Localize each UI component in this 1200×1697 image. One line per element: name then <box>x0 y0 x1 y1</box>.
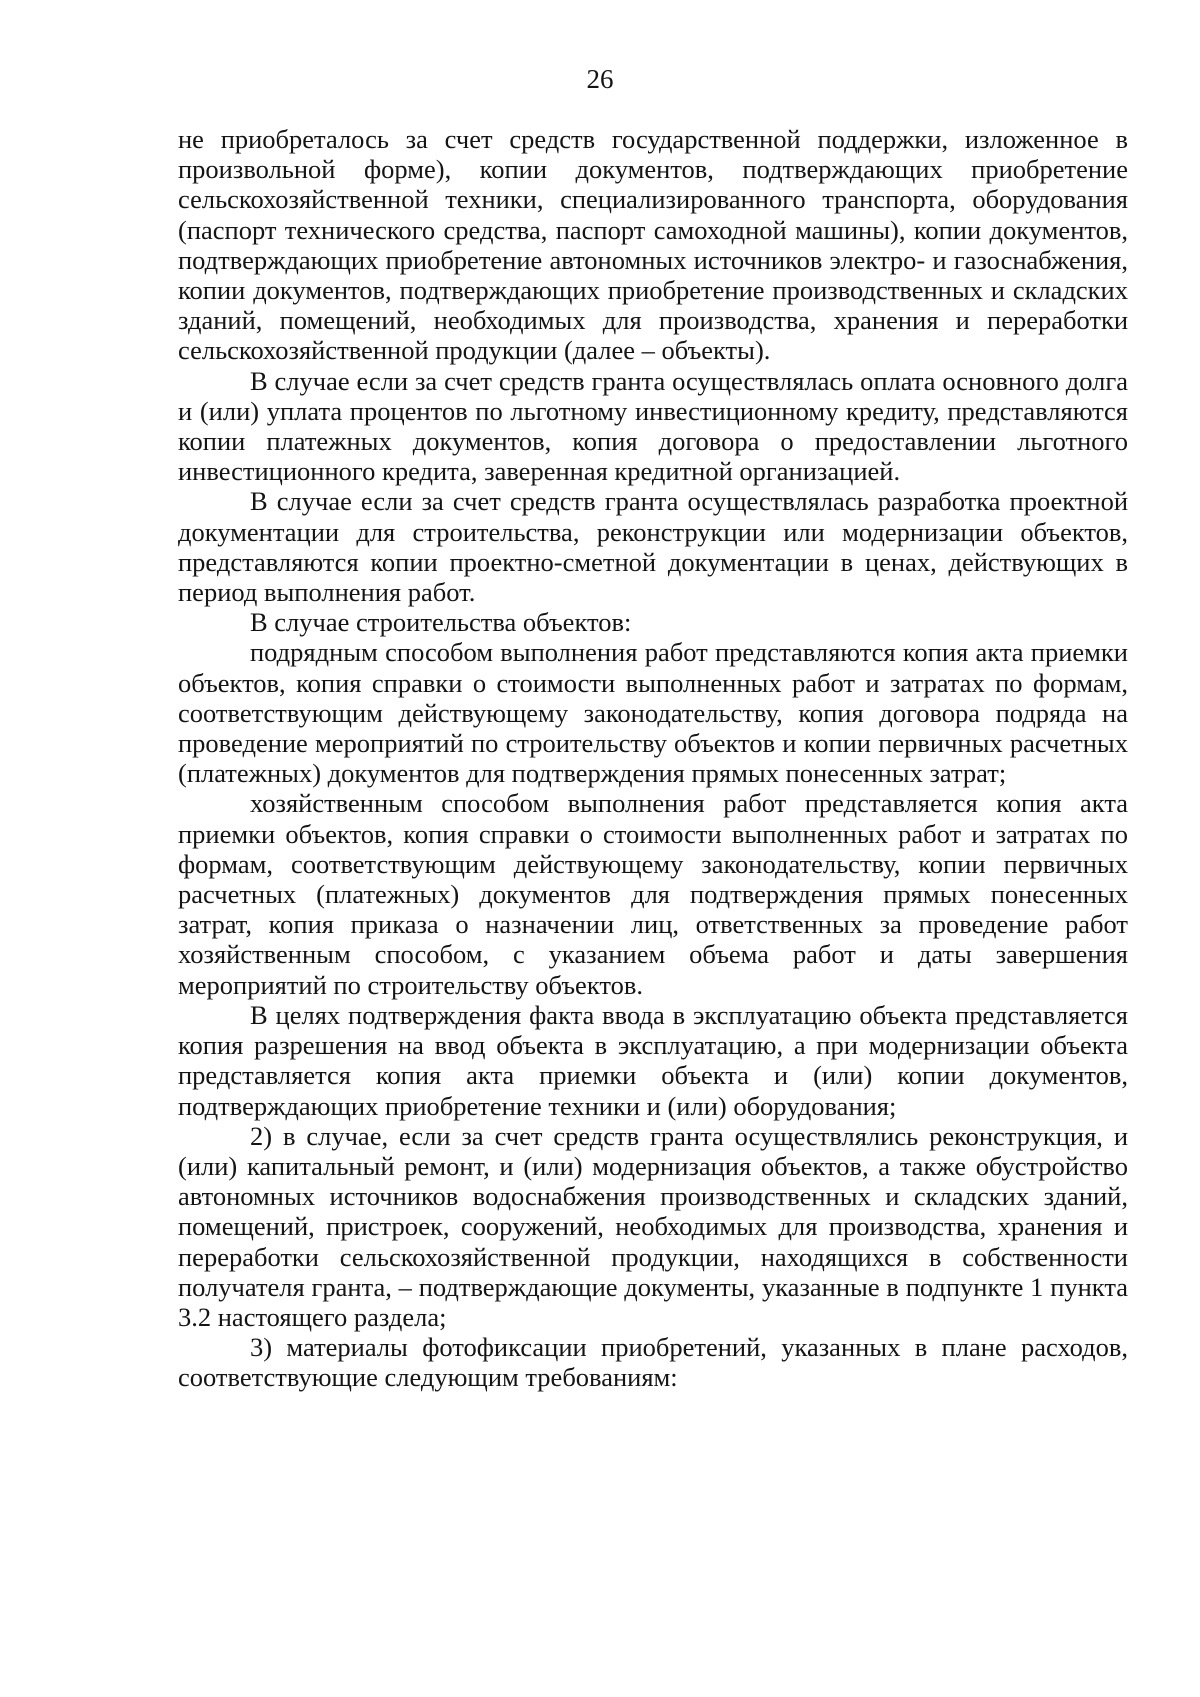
paragraph-8: 2) в случае, если за счет средств гранта осуществлялись реконструкция, и (или) капитальный ремонт, и (или) модернизация объектов, а также обустройство автономных источников водоснабжения производственных и складских зданий, помещений, пристроек, сооружений, необходимых для производства, хранения и переработки сельскохозяйственной продукции, находящихся в собственности получателя гранта, – подтверждающие документы, указанные в подпункте 1 пункта 3.2 настоящего раздела; <box>178 1120 1128 1332</box>
page-number: 26 <box>586 64 614 94</box>
document-body <box>178 124 1128 1393</box>
paragraph-1: не приобреталось за счет средств государственной поддержки, изложенное в произвольной форме), копии документов, подтверждающих приобретение сельскохозяйственной техники, специализированного транспорта, оборудования (паспорт технического средства, паспорт самоходной машины), копии документов, подтверждающих приобретение автономных источников электро- и газоснабжения, копии документов, подтверждающих приобретение производственных и складских зданий, помещений, необходимых для производства, хранения и переработки сельскохозяйственной продукции (далее – объекты). <box>178 124 1128 366</box>
paragraph-6: хозяйственным способом выполнения работ представляется копия акта приемки объектов, копия справки о стоимости выполненных работ и затратах по формам, соответствующим действующему законодательству, копии первичных расчетных (платежных) документов для подтверждения прямых понесенных затрат, копия приказа о назначении лиц, ответственных за проведение работ хозяйственным способом, с указанием объема работ и даты завершения мероприятий по строительству объектов. <box>178 788 1128 1000</box>
paragraph-9: 3) материалы фотофиксации приобретений, указанных в плане расходов, соответствующие следующим требованиям: <box>178 1332 1128 1393</box>
paragraph-3: В случае если за счет средств гранта осуществлялась разработка проектной документации для строительства, реконструкции или модернизации объектов, представляются копии проектно-сметной документации в ценах, действующих в период выполнения работ. <box>178 486 1128 608</box>
paragraph-5: подрядным способом выполнения работ представляются копия акта приемки объектов, копия справки о стоимости выполненных работ и затратах по формам, соответствующим действующему законодательству, копия договора подряда на проведение мероприятий по строительству объектов и копии первичных расчетных (платежных) документов для подтверждения прямых понесенных затрат; <box>178 637 1128 789</box>
paragraph-4: В случае строительства объектов: <box>250 607 632 638</box>
paragraph-2: В случае если за счет средств гранта осуществлялась оплата основного долга и (или) уплата процентов по льготному инвестиционному кредиту, представляются копии платежных документов, копия договора о предоставлении льготного инвестиционного кредита, заверенная кредитной организацией. <box>178 365 1128 487</box>
paragraph-7: В целях подтверждения факта ввода в эксплуатацию объекта представляется копия разрешения на ввод объекта в эксплуатацию, а при модернизации объекта представляется копия акта приемки объекта и (или) копии документов, подтверждающих приобретение техники и (или) оборудования; <box>178 999 1128 1121</box>
